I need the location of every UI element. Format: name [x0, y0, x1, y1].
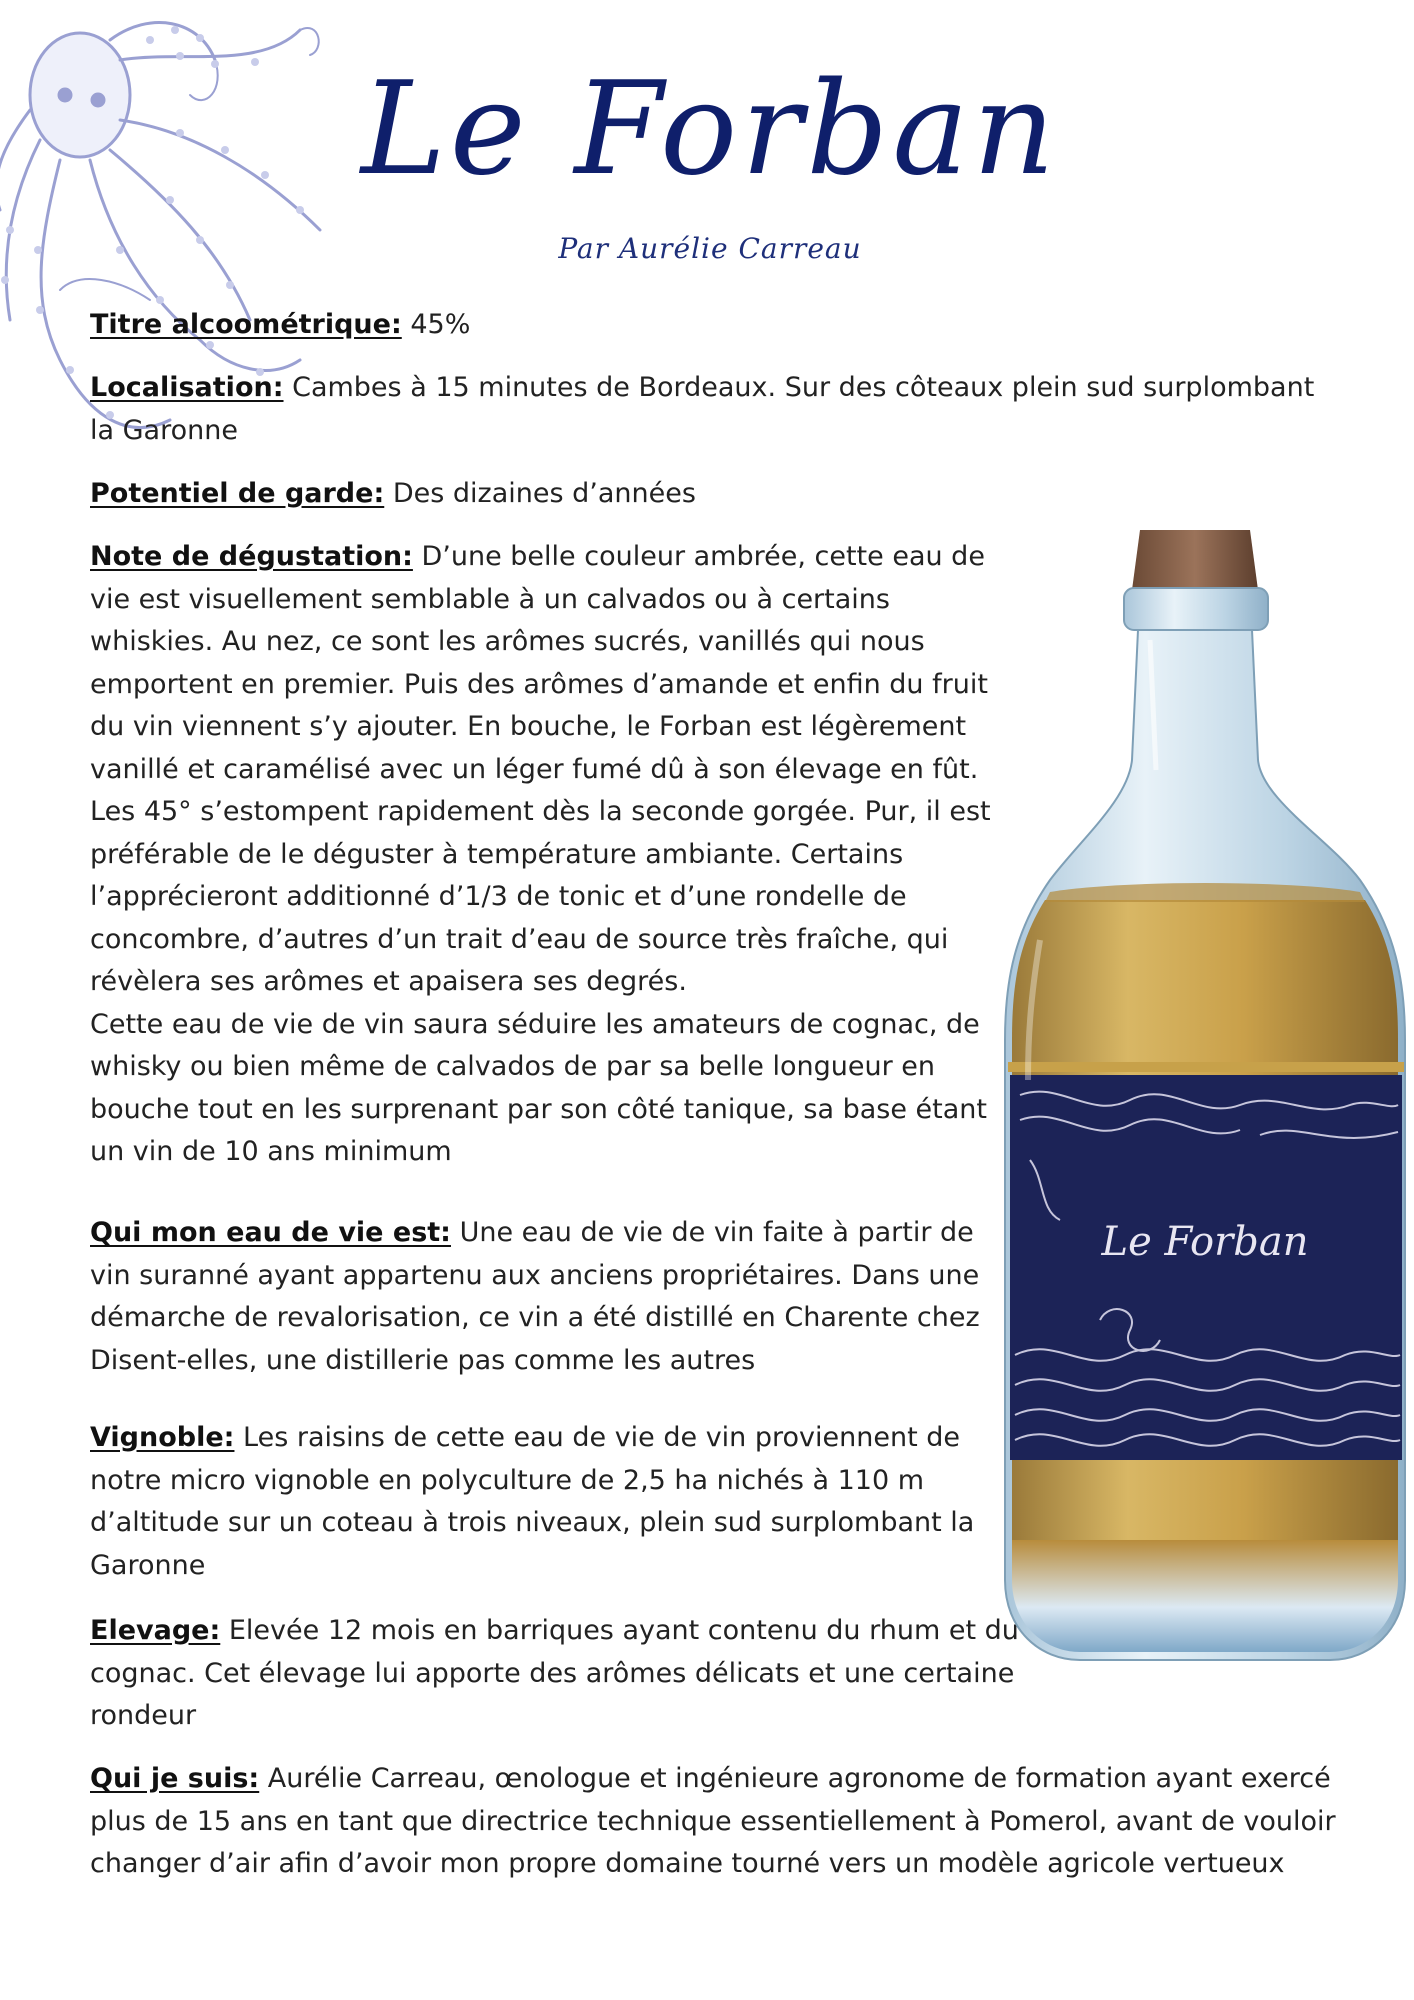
section-qui-je-suis: [90, 1758, 1340, 1886]
section-label: Note de dégustation:: [90, 541, 413, 572]
section-text: Les raisins de cette eau de vie de vin proviennent de notre micro vignoble en polyculture de 2,5 ha nichés à 110 m d’altitude sur un coteau à trois niveaux, plein sud surplombant la Garonne: [90, 1422, 975, 1581]
section-label: Vignoble:: [90, 1422, 235, 1453]
section-text: Aurélie Carreau, œnologue et ingénieure agronome de formation ayant exercé plus de 15 ans en tant que directrice technique essentiellement à Pomerol, avant de vouloir changer d’air afin d’avoir mon propre domaine tourné vers un modèle agricole vertueux: [90, 1763, 1336, 1879]
bottle-image: [1000, 520, 1410, 1670]
page-subtitle: Par Aurélie Carreau: [558, 232, 862, 265]
section-label: Titre alcoométrique:: [90, 309, 402, 340]
section-text: Une eau de vie de vin faite à partir de vin suranné ayant appartenu aux anciens propriétaires. Dans une démarche de revalorisation, ce vin a été distillé en Charente chez Disent-elles, une distillerie pas comme les autres: [90, 1217, 980, 1376]
section-potentiel-de-garde: [90, 473, 1330, 516]
section-elevage: [90, 1610, 1020, 1738]
section-label: Potentiel de garde:: [90, 478, 385, 509]
section-vignoble: [90, 1417, 1000, 1587]
section-localisation: [90, 367, 1340, 452]
page-title: Le Forban: [360, 55, 1060, 204]
section-label: Localisation:: [90, 372, 284, 403]
section-label: Qui je suis:: [90, 1763, 260, 1794]
section-titre-alcoometrique: [90, 304, 1330, 347]
section-text: Elevée 12 mois en barriques ayant contenu du rhum et du cognac. Cet élevage lui apporte des arômes délicats et une certaine rondeur: [90, 1615, 1019, 1731]
section-text: D’une belle couleur ambrée, cette eau de vie est visuellement semblable à un calvados ou à certains whiskies. Au nez, ce sont les arômes sucrés, vanillés qui nous emportent en premier. Puis des arômes d’amande et enfin du fruit du vin viennent s’y ajouter. En bouche, le Forban est légèrement vanillé et caramélisé avec un léger fumé dû à son élevage en fût. Les 45° s’estompent rapidement dès la seconde gorgée. Pur, il est préférable de le déguster à température ambiante. Certains l’apprécieront additionné d’1/3 de tonic et d’une rondelle de concombre, d’autres d’un trait d’eau de source très fraîche, qui révèlera ses arômes et apaisera ses degrés.: [90, 541, 991, 997]
section-qui-mon-eau-de-vie-est: [90, 1212, 1000, 1382]
section-label: Elevage:: [90, 1615, 221, 1646]
section-text: Cambes à 15 minutes de Bordeaux. Sur des côteaux plein sud surplombant la Garonne: [90, 372, 1315, 446]
bottle-label-text: Le Forban: [1101, 1219, 1309, 1265]
section-text-continued: Cette eau de vie de vin saura séduire les amateurs de cognac, de whisky ou bien même de calvados de par sa belle longueur en bouche tout en les surprenant par son côté tanique, sa base étant un vin de 10 ans minimum: [90, 1008, 987, 1167]
section-text: 45%: [401, 309, 471, 340]
section-note-de-degustation: [90, 536, 1020, 1174]
section-label: Qui mon eau de vie est:: [90, 1217, 451, 1248]
section-text: Des dizaines d’années: [384, 478, 696, 509]
